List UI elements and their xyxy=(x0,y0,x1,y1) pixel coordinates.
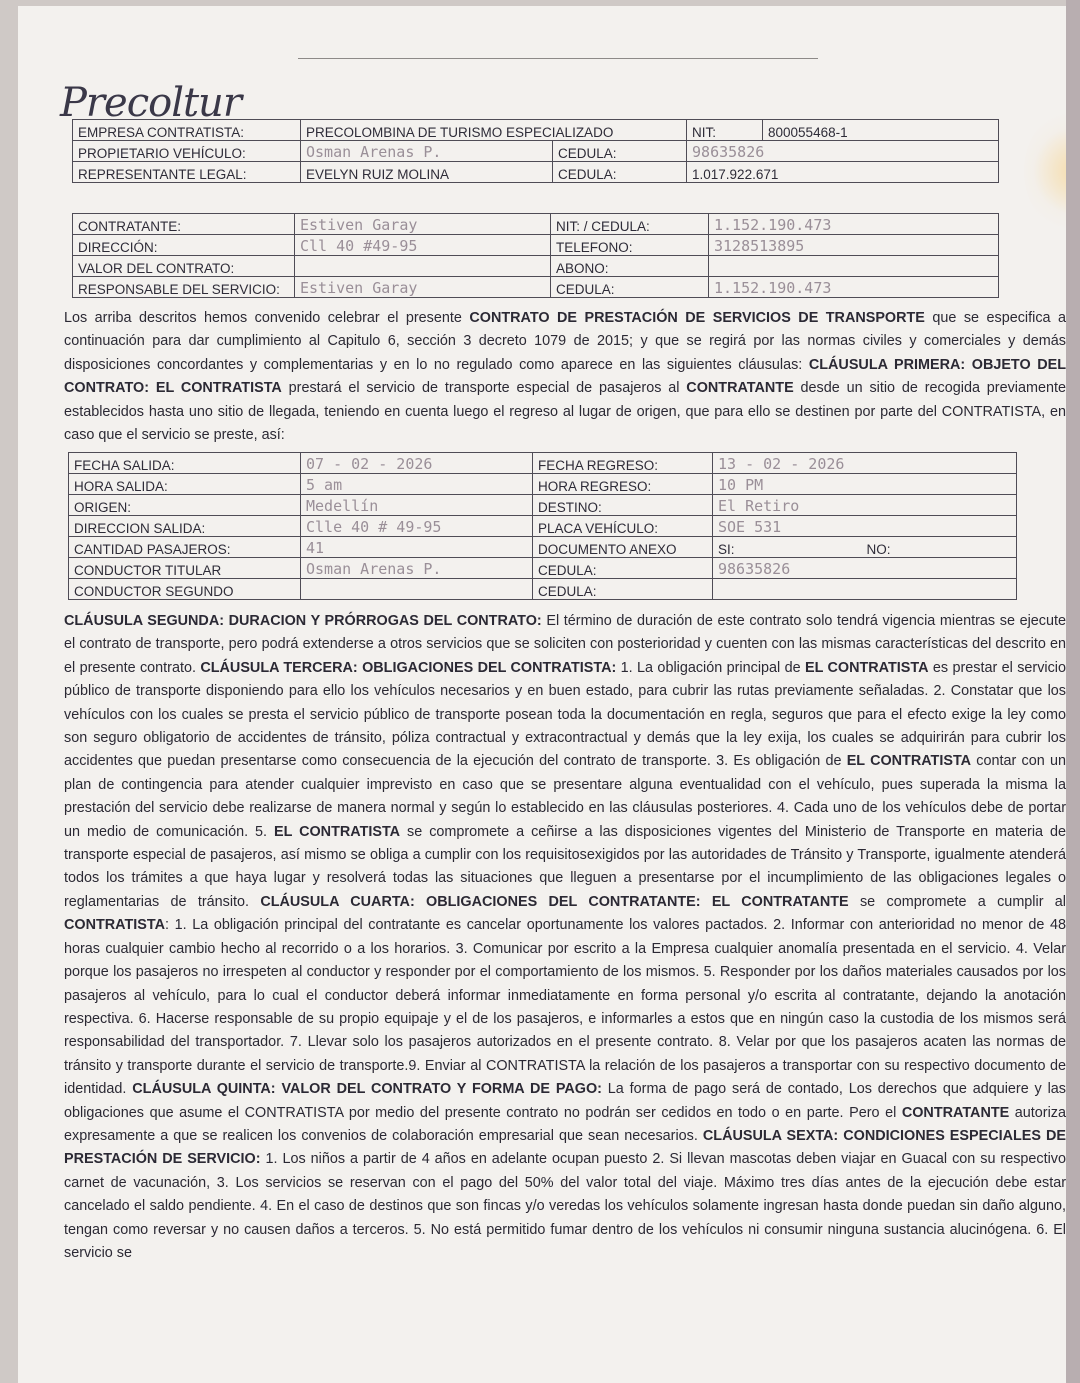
origen-label: ORIGEN: xyxy=(69,495,301,516)
destino-value: El Retiro xyxy=(713,495,1017,516)
si-label: SI: xyxy=(718,542,735,557)
nit-cedula-value: 1.152.190.473 xyxy=(709,214,999,235)
placa-label: PLACA VEHÍCULO: xyxy=(533,516,713,537)
cedula-segundo-value xyxy=(713,579,1017,600)
nit-label: NIT: xyxy=(687,120,763,141)
direccion-label: DIRECCIÓN: xyxy=(73,235,295,256)
direccion-salida-value: Clle 40 # 49-95 xyxy=(301,516,533,537)
valor-contrato-value xyxy=(295,256,551,277)
conductor-titular-label: CONDUCTOR TITULAR xyxy=(69,558,301,579)
top-rule xyxy=(298,58,818,59)
documento-anexo-options xyxy=(713,537,1017,558)
contract-page xyxy=(18,6,1068,1383)
direccion-salida-label: DIRECCION SALIDA: xyxy=(69,516,301,537)
conductor-titular-value: Osman Arenas P. xyxy=(301,558,533,579)
fecha-regreso-value: 13 - 02 - 2026 xyxy=(713,453,1017,474)
contratante-value: Estiven Garay xyxy=(295,214,551,235)
trip-table xyxy=(68,452,1017,600)
origen-value: Medellín xyxy=(301,495,533,516)
destino-label: DESTINO: xyxy=(533,495,713,516)
direccion-value: Cll 40 #49-95 xyxy=(295,235,551,256)
telefono-label: TELEFONO: xyxy=(551,235,709,256)
cedula-titular-label: CEDULA: xyxy=(533,558,713,579)
clauses-body: CLÁUSULA SEGUNDA: DURACION Y PRÓRROGAS DEL CONTRATO: El término de duración de este contrato solo tendrá vigencia mientras se ejecute el contrato de transporte, pero podrá extenderse a otros servicios que se soliciten con posterioridad y cuenten con las mismas características del descrito en el presente contrato. CLÁUSULA TERCERA: OBLIGACIONES DEL CONTRATISTA: 1. La obligación principal de EL CONTRATISTA es prestar el servicio público de transporte disponiendo para ello los vehículos necesarios y en buen estado, para cubrir las rutas previamente señaladas. 2. Constatar que los vehículos con los cuales se presta el servicio público de transporte posean toda la documentación en regla, seguros que para el efecto exige la ley como son seguro obligatorio de accidentes de tránsito, póliza contractual y extracontractual y demás que la ley exija, los cuales se adquirirán para cubrir los accidentes que puedan presentarse como consecuencia de la ejecución del contrato de transporte. 3. Es obligación de EL CONTRATISTA contar con un plan de contingencia para atender cualquier imprevisto en caso que se presentare alguna eventualidad con el vehículo, pues superada la misma la prestación del servicio debe realizarse de manera normal y según lo establecido en las cláusulas posteriores. 4. Cada uno de los vehículos debe de portar un medio de comunicación. 5. EL CONTRATISTA se compromete a ceñirse a las disposiciones vigentes del Ministerio de Transporte en materia de transporte especial de pasajeros, así mismo se obliga a cumplir con los requisitosexigidos por las autoridades de Tránsito y Transporte, igualmente atenderá todos los trámites a que haya lugar y resolverá todas las situaciones que lleguen a presentarse por el incumplimiento de las obligaciones legales o reglamentarias de tránsito. CLÁUSULA CUARTA: OBLIGACIONES DEL CONTRATANTE: EL CONTRATANTE se compromete a cumplir al CONTRATISTA: 1. La obligación principal del contratante es cancelar oportunamente los valores pactados. 2. Informar con anterioridad no menor de 48 horas cualquier cambio hecho al recorrido o a los horarios. 3. Comunicar por escrito a la Empresa cualquier anomalía presentada en el servicio. 4. Velar porque los pasajeros no irrespeten al conductor y responder por el comportamiento de los mismos. 5. Responder por los daños materiales causados por los pasajeros al vehículo, para lo cual el conductor deberá informar inmediatamente en forma personal y/o escrita al contratante, dejando la anotación respectiva. 6. Hacerse responsable de su propio equipaje y el de los pasajeros, e informarles a estos que en ningún caso la custodia de los mismos será responsabilidad del transportador. 7. Llevar solo los pasajeros autorizados en el presente contrato. 8. Velar por que los pasajeros acaten las normas de tránsito y transporte durante el servicio de transporte.9. Enviar al CONTRATISTA la relación de los pasajeros a transportar con su respectivo documento de identidad. CLÁUSULA QUINTA: VALOR DEL CONTRATO Y FORMA DE PAGO: La forma de pago será de contado, Los derechos que adquiere y las obligaciones que asume el CONTRATISTA por medio del presente contrato no podrán ser cedidos en todo o en parte. Pero el CONTRATANTE autoriza expresamente a que se realicen los convenios de colaboración empresarial que sean necesarios. CLÁUSULA SEXTA: CONDICIONES ESPECIALES DE PRESTACIÓN DE SERVICIO: 1. Los niños a partir de 4 años en adelante ocupan puesto 2. Si llevan mascotas deben viajar en Guacal con su respectivo carnet de vacunación, 3. Los servicios se reservan con el pago del 50% del valor total del viaje. Máximo tres días antes de la ejecución debe estar cancelado el saldo pendiente. 4. En el caso de destinos que son fincas y/o veredas los vehículos solamente ingresan hasta donde puedan sin daño alguno, tengan como reversar y no causen daños a terceros. 5. No está permitido fumar dentro de los vehículos ni consumir ninguna sustancia alucinógena. 6. El servicio se xyxy=(64,613,1067,1261)
cedula-segundo-label: CEDULA: xyxy=(533,579,713,600)
hora-salida-value: 5 am xyxy=(301,474,533,495)
cedula-propietario-label: CEDULA: xyxy=(553,141,687,162)
cantidad-pasajeros-value: 41 xyxy=(301,537,533,558)
cedula-propietario-value: 98635826 xyxy=(687,141,999,162)
fecha-regreso-label: FECHA REGRESO: xyxy=(533,453,713,474)
contratante-label: CONTRATANTE: xyxy=(73,214,295,235)
cedula-responsable-value: 1.152.190.473 xyxy=(709,277,999,298)
empresa-value: PRECOLOMBINA DE TURISMO ESPECIALIZADO xyxy=(301,120,687,141)
documento-anexo-label: DOCUMENTO ANEXO xyxy=(533,537,713,558)
intro-paragraph: Los arriba descritos hemos convenido celebrar el presente CONTRATO DE PRESTACIÓN DE SERVICIOS DE TRANSPORTE que se especifica a continuación para dar cumplimiento al Capitulo 6, sección 3 decreto 1079 de 2015; y que se regirá por las normas civiles y comerciales y demás disposiciones concordantes y complementarias y en lo no regulado como aparece en las siguientes cláusulas: CLÁUSULA PRIMERA: OBJETO DEL CONTRATO: EL CONTRATISTA prestará el servicio de transporte especial de pasajeros al CONTRATANTE desde un sitio de recogida previamente establecidos hasta uno sitio de llegada, teniendo en cuenta luego el regreso al lugar de origen, que para ello se destinen por parte del CONTRATISTA, en caso que el servicio se preste, así: xyxy=(64,310,1067,444)
conductor-segundo-label: CONDUCTOR SEGUNDO xyxy=(69,579,301,600)
hora-regreso-label: HORA REGRESO: xyxy=(533,474,713,495)
client-table xyxy=(72,213,999,298)
telefono-value: 3128513895 xyxy=(709,235,999,256)
placa-value: SOE 531 xyxy=(713,516,1017,537)
hora-regreso-value: 10 PM xyxy=(713,474,1017,495)
propietario-label: PROPIETARIO VEHÍCULO: xyxy=(73,141,301,162)
cedula-responsable-label: CEDULA: xyxy=(551,277,709,298)
representante-value: EVELYN RUIZ MOLINA xyxy=(301,162,553,183)
cantidad-pasajeros-label: CANTIDAD PASAJEROS: xyxy=(69,537,301,558)
abono-value xyxy=(709,256,999,277)
company-table xyxy=(72,119,999,183)
background-edge xyxy=(1066,0,1080,1383)
abono-label: ABONO: xyxy=(551,256,709,277)
company-logo: Precoltur xyxy=(60,80,241,126)
cedula-titular-value: 98635826 xyxy=(713,558,1017,579)
nit-cedula-label: NIT: / CEDULA: xyxy=(551,214,709,235)
propietario-value: Osman Arenas P. xyxy=(301,141,553,162)
empresa-label: EMPRESA CONTRATISTA: xyxy=(73,120,301,141)
valor-contrato-label: VALOR DEL CONTRATO: xyxy=(73,256,295,277)
fecha-salida-label: FECHA SALIDA: xyxy=(69,453,301,474)
representante-label: REPRESENTANTE LEGAL: xyxy=(73,162,301,183)
conductor-segundo-value xyxy=(301,579,533,600)
cedula-representante-label: CEDULA: xyxy=(553,162,687,183)
responsable-value: Estiven Garay xyxy=(295,277,551,298)
fecha-salida-value: 07 - 02 - 2026 xyxy=(301,453,533,474)
light-glare xyxy=(1024,111,1068,231)
nit-value: 800055468-1 xyxy=(763,120,999,141)
hora-salida-label: HORA SALIDA: xyxy=(69,474,301,495)
responsable-label: RESPONSABLE DEL SERVICIO: xyxy=(73,277,295,298)
cedula-representante-value: 1.017.922.671 xyxy=(687,162,999,183)
no-label: NO: xyxy=(866,542,891,557)
